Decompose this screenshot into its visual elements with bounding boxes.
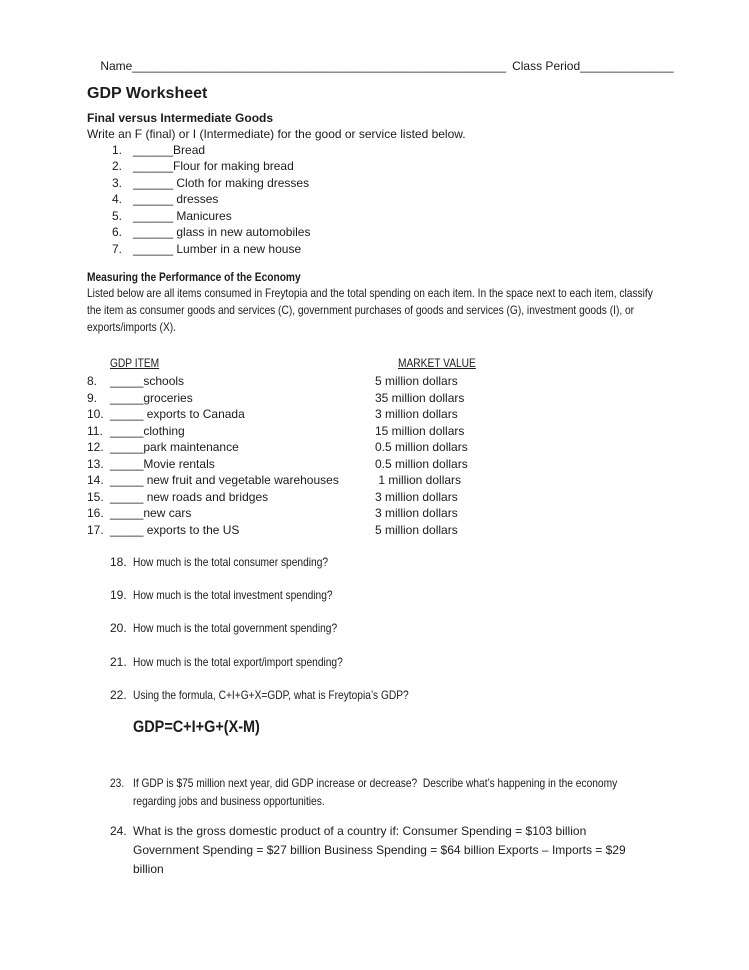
header-row	[87, 45, 674, 87]
list-item-text: ______Flour for making bread	[133, 159, 294, 174]
list-item-text: ______ dresses	[133, 192, 219, 207]
row-item: _____groceries	[110, 390, 193, 405]
row-value: 3 million dollars	[375, 489, 458, 504]
instructions-line: the item as consumer goods and services (C), government purchases of goods and services (G), investment goods (I), or	[87, 302, 635, 317]
column-header-gdp-item: GDP ITEM	[110, 356, 160, 370]
row-item: _____park maintenance	[110, 440, 239, 455]
question-number: 20.	[110, 621, 127, 636]
column-header-market-value: MARKET VALUE	[398, 356, 476, 370]
instructions-line: Listed below are all items consumed in Freytopia and the total spending on each item. In the space next to each item, classify	[87, 286, 653, 300]
table-row	[87, 506, 662, 523]
row-number: 9.	[87, 390, 98, 405]
list-item	[112, 159, 310, 175]
question-item	[110, 555, 457, 572]
list-item-number: 5.	[112, 208, 123, 223]
question-item	[110, 688, 457, 705]
row-item: _____clothing	[110, 423, 185, 438]
row-number: 13.	[87, 456, 104, 471]
row-item: _____ new roads and bridges	[110, 489, 269, 504]
question-number: 18.	[110, 555, 127, 569]
class-period-blank-line: ______________	[580, 59, 674, 73]
row-item: _____schools	[110, 374, 185, 388]
list-item-number: 2.	[112, 159, 123, 174]
section2-heading: Measuring the Performance of the Economy	[87, 270, 301, 284]
row-number: 16.	[87, 506, 104, 521]
row-value: 5 million dollars	[375, 522, 458, 537]
section1-heading: Final versus Intermediate Goods	[87, 111, 274, 125]
question-text: If GDP is $75 million next year, did GDP increase or decrease? Describe what’s happening in the economy	[133, 776, 618, 790]
question-text: What is the gross domestic product of a country if: Consumer Spending = $103 billion	[133, 824, 587, 838]
question-number: 23.	[110, 776, 125, 790]
question-item	[110, 621, 457, 638]
list-item-text: ______ Lumber in a new house	[133, 241, 302, 256]
table-row	[87, 407, 662, 424]
question-text: billion	[133, 862, 164, 876]
question-text: regarding jobs and business opportunities.	[133, 794, 325, 808]
list-item-text: ______Bread	[133, 143, 206, 157]
row-item: _____ new fruit and vegetable warehouses	[110, 473, 339, 488]
question-text: Government Spending = $27 billion Business Spending = $64 billion Exports – Imports = $29	[133, 843, 626, 857]
row-number: 14.	[87, 473, 104, 488]
row-value: 1 million dollars	[375, 473, 462, 488]
list-item-number: 6.	[112, 225, 123, 240]
list-item-number: 7.	[112, 241, 123, 256]
row-item: _____ exports to the US	[110, 522, 240, 537]
table-row	[87, 424, 662, 441]
table-row	[87, 523, 662, 540]
list-item-text: ______ glass in new automobiles	[133, 225, 311, 240]
list-item-text: ______ Manicures	[133, 208, 232, 223]
row-number: 10.	[87, 407, 104, 422]
question-text: How much is the total consumer spending?	[133, 555, 329, 569]
table-header-row	[87, 356, 662, 374]
row-value: 35 million dollars	[375, 390, 465, 405]
table-row	[87, 391, 662, 408]
question-number: 19.	[110, 588, 127, 603]
question-number: 22.	[110, 687, 127, 702]
question-text: Using the formula, C+I+G+X=GDP, what is Freytopia’s GDP?	[133, 687, 409, 702]
row-item: _____new cars	[110, 506, 192, 521]
row-value: 0.5 million dollars	[375, 440, 468, 455]
row-number: 12.	[87, 440, 104, 455]
gdp-table	[87, 356, 662, 539]
name-blank-line: ________________________________________________________	[132, 59, 507, 73]
row-value: 3 million dollars	[375, 506, 458, 521]
gdp-formula-wrap	[133, 717, 282, 737]
question-number: 24.	[110, 824, 127, 838]
table-row	[87, 457, 662, 474]
row-value: 5 million dollars	[375, 374, 458, 388]
question-item	[110, 588, 457, 605]
row-number: 11.	[87, 423, 103, 438]
list-item-text: ______ Cloth for making dresses	[133, 175, 310, 190]
section2-instructions	[87, 286, 749, 336]
question-text-lines	[133, 824, 626, 881]
question-text: How much is the total government spending?	[133, 621, 338, 636]
section2-heading-wrap	[87, 270, 338, 284]
section1-instructions: Write an F (final) or I (Intermediate) for the good or service listed below.	[87, 127, 466, 141]
row-value: 0.5 million dollars	[375, 456, 468, 471]
questions-list	[87, 555, 457, 721]
table-row	[87, 490, 662, 507]
instructions-line: exports/imports (X).	[87, 319, 176, 334]
list-item	[112, 242, 310, 258]
row-number: 15.	[87, 489, 104, 504]
table-row	[87, 374, 662, 391]
list-item	[112, 192, 310, 208]
gdp-formula: GDP=C+I+G+(X-M)	[133, 717, 260, 736]
question-24	[87, 824, 626, 881]
list-item	[112, 143, 310, 159]
question-number: 21.	[110, 654, 127, 669]
list-item	[112, 225, 310, 241]
question-text-lines	[133, 776, 703, 812]
list-item-number: 1.	[112, 143, 123, 157]
row-value: 15 million dollars	[375, 423, 465, 438]
row-item: _____ exports to Canada	[110, 407, 245, 422]
row-item: _____Movie rentals	[110, 456, 215, 471]
page-title: GDP Worksheet	[87, 85, 208, 102]
row-value: 3 million dollars	[375, 407, 458, 422]
question-item	[110, 655, 457, 672]
question-23	[87, 776, 703, 812]
list-item	[112, 176, 310, 192]
name-label: Name	[100, 59, 133, 73]
row-number: 17.	[87, 522, 104, 537]
row-number: 8.	[87, 374, 98, 388]
table-row	[87, 473, 662, 490]
class-period-label: Class Period	[512, 59, 581, 73]
list-item	[112, 209, 310, 225]
question-text: How much is the total export/import spending?	[133, 654, 343, 669]
list-item-number: 3.	[112, 175, 123, 190]
question-text: How much is the total investment spending?	[133, 588, 333, 603]
final-intermediate-list	[87, 143, 310, 258]
table-row	[87, 440, 662, 457]
list-item-number: 4.	[112, 192, 123, 207]
